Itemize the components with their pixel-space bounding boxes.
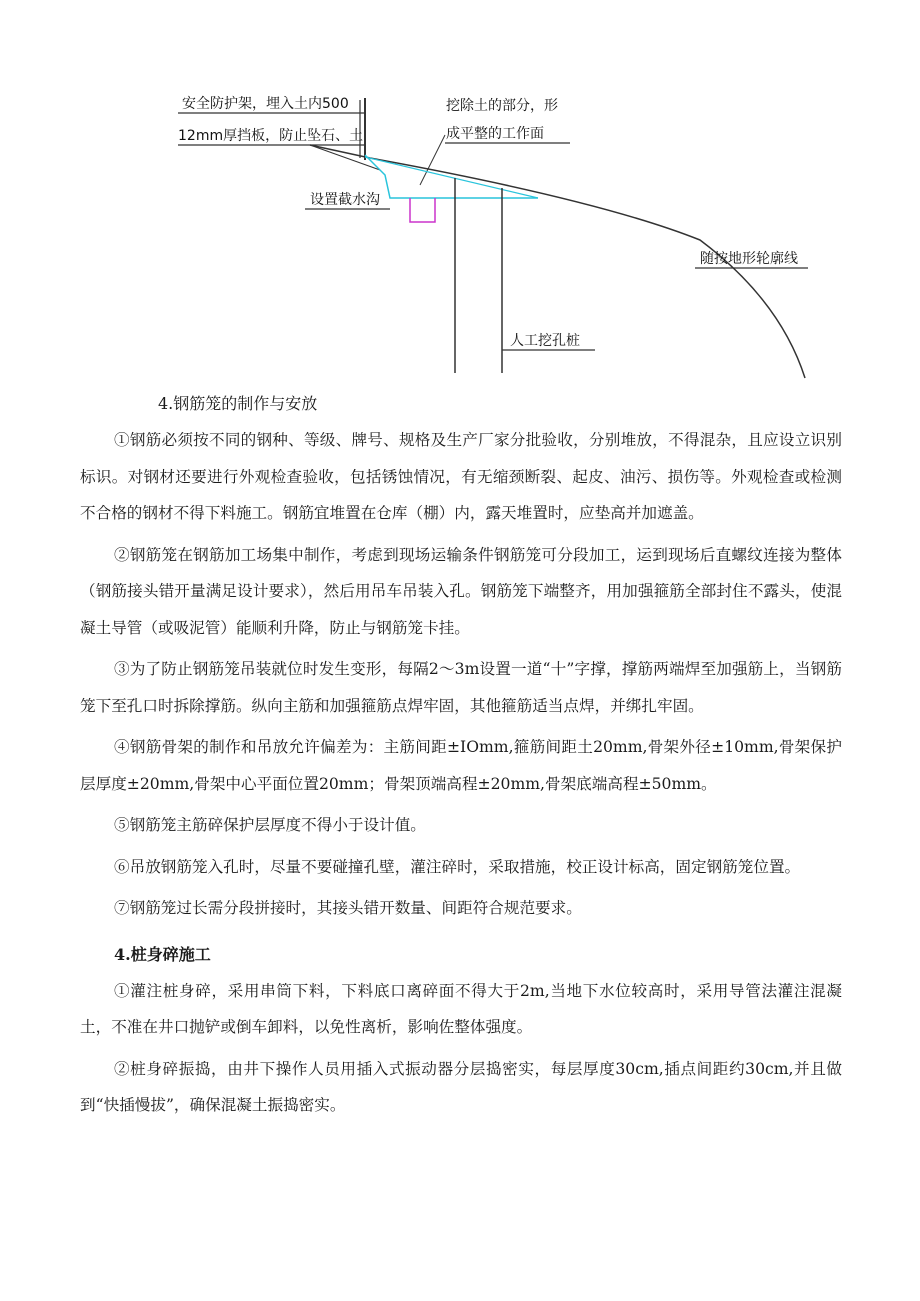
label-guard: 安全防护架，埋入土内500 <box>182 96 349 112</box>
label-dig-2: 成平整的工作面 <box>446 126 544 142</box>
section-heading-rebar-cage: 4.钢筋笼的制作与安放 <box>158 394 318 413</box>
leader-dig <box>420 135 445 185</box>
label-ditch: 设置截水沟 <box>310 192 380 208</box>
paragraph-rebar-6: ⑥吊放钢筋笼入孔时，尽量不要碰撞孔壁，灌注碎时，采取措施，校正设计标高，固定钢筋笼位置。 <box>114 857 801 876</box>
construction-diagram <box>0 0 920 390</box>
paragraph-pile-2: ②桩身碎振捣，由井下操作人员用插入式振动器分层捣密实，每层厚度30cm,插点间距约30cm,并且做到“快插慢拔”，确保混凝土振捣密实。 <box>80 1059 842 1114</box>
paragraph-rebar-3: ③为了防止钢筋笼吊装就位时发生变形，每隔2～3m设置一道“十”字撑，撑筋两端焊至加强筋上，当钢筋笼下至孔口时拆除撑筋。纵向主筋和加强箍筋点焊牢固，其他箍筋适当点焊，并绑扎牢固。 <box>80 660 842 715</box>
paragraph-rebar-1: ①钢筋必须按不同的钢种、等级、牌号、规格及生产厂家分批验收，分别堆放，不得混杂，且应设立识别标识。对钢材还要进行外观检查验收，包括锈蚀情况，有无缩颈断裂、起皮、油污、损伤等。外观检查或检测不合格的钢材不得下料施工。钢筋宜堆置在仓库（棚）内，露天堆置时，应垫高并加遮盖。 <box>80 431 842 522</box>
excavation-slope <box>365 157 538 198</box>
paragraph-rebar-7: ⑦钢筋笼过长需分段拼接时，其接头错开数量、间距符合规范要求。 <box>114 899 582 917</box>
paragraph-rebar-2: ②钢筋笼在钢筋加工场集中制作，考虑到现场运输条件钢筋笼可分段加工，运到现场后直螺纹连接为整体（钢筋接头错开量满足设计要求），然后用吊车吊装入孔。钢筋笼下端整齐，用加强箍筋全部封住不露头，使混凝土导管（或吸泥管）能顺利升降，防止与钢筋笼卡挂。 <box>80 545 842 637</box>
paragraph-rebar-4: ④钢筋骨架的制作和吊放允许偏差为：主筋间距±IOmm,箍筋间距土20mm,骨架外径±10mm,骨架保护层厚度±20mm,骨架中心平面位置20mm；骨架顶端高程±20mm,骨架底端高程±50mm。 <box>80 738 842 793</box>
label-board: 12mm厚挡板，防止坠石、土 <box>178 128 364 144</box>
document-body <box>80 386 842 1124</box>
label-pile: 人工挖孔桩 <box>510 333 580 349</box>
drainage-ditch <box>410 198 435 222</box>
section-heading-pile-concrete: 4.桩身碎施工 <box>114 944 211 964</box>
paragraph-pile-1: ①灌注桩身碎，采用串筒下料，下料底口离碎面不得大于2m,当地下水位较高时，采用导管法灌注混凝土，不准在井口抛铲或倒车卸料，以免性离析，影响佐整体强度。 <box>80 981 842 1036</box>
label-dig-1: 挖除土的部分，形 <box>446 98 558 114</box>
label-terrain: 随按地形轮廓线 <box>700 251 798 267</box>
paragraph-rebar-5: ⑤钢筋笼主筋碎保护层厚度不得小于设计值。 <box>114 816 426 834</box>
